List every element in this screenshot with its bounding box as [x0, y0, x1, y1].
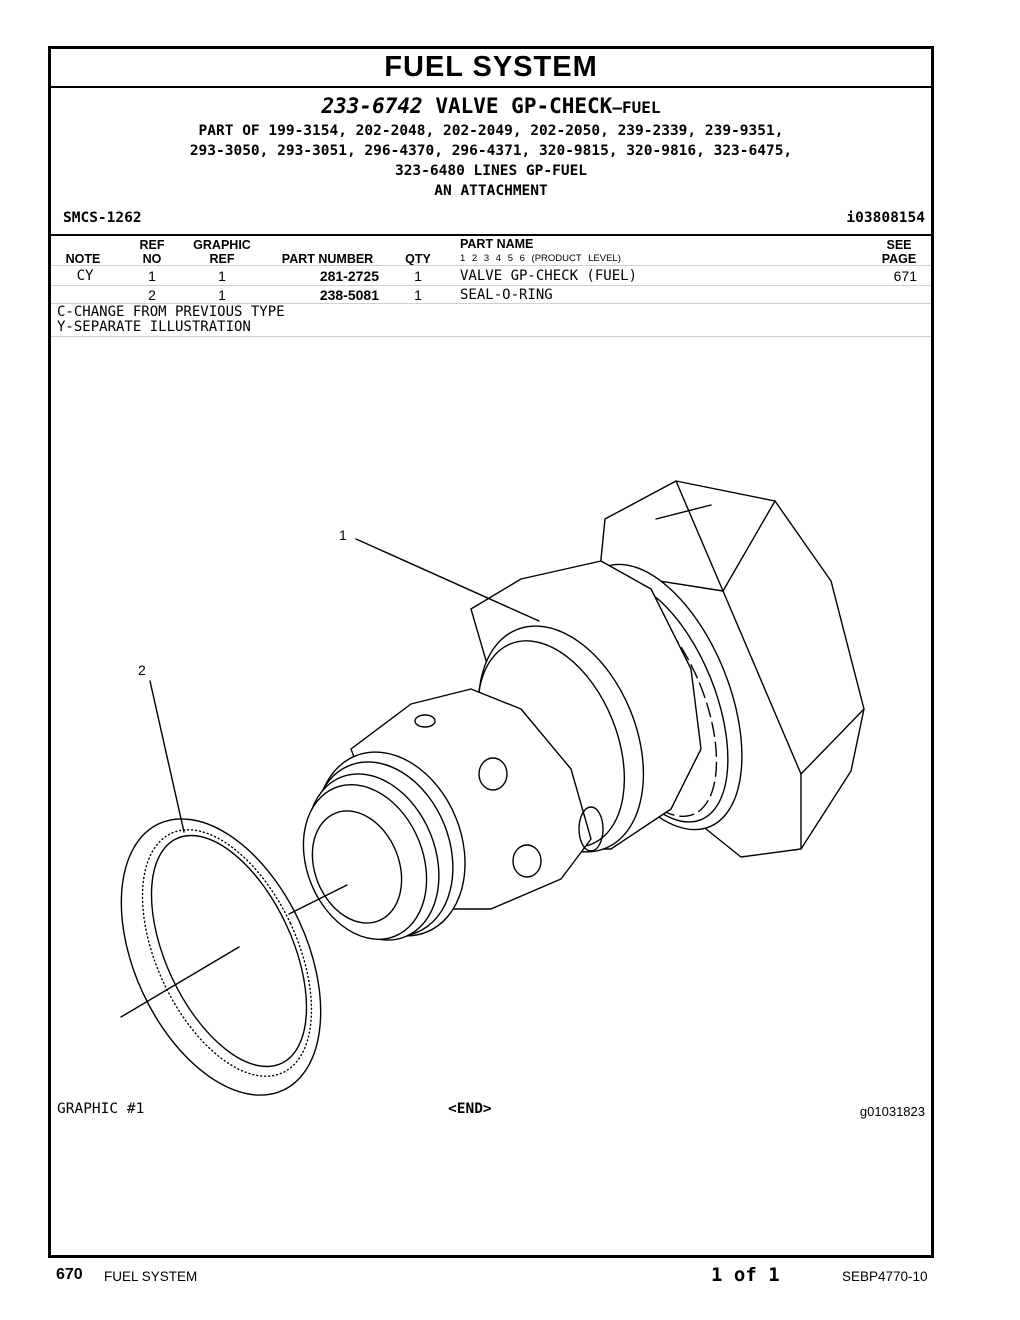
row-ref-no: 1 [148, 268, 156, 284]
header-ref-no: REF NO [139, 238, 165, 266]
row-part-number: 238-5081 [319, 287, 379, 303]
legend-note: Y-SEPARATE ILLUSTRATION [57, 319, 251, 335]
part-number-title: 233-6742 [321, 94, 423, 118]
part-name-suffix: —FUEL [612, 98, 661, 117]
header-part-name: PART NAME [460, 237, 534, 251]
row-part-name: SEAL-O-RING [460, 287, 553, 303]
exploded-view-illustration [51, 49, 931, 1109]
row-ref-no: 2 [148, 287, 156, 303]
callout-1: 1 [339, 527, 347, 543]
graphic-label: GRAPHIC #1 [57, 1101, 145, 1117]
page-frame [48, 46, 934, 1258]
row-part-name: VALVE GP-CHECK (FUEL) [460, 268, 638, 284]
graphic-id: g01031823 [859, 1104, 925, 1119]
page-of: 1 of 1 [711, 1264, 780, 1286]
part-of-line: AN ATTACHMENT [434, 183, 548, 199]
header-part-number: PART NUMBER [281, 252, 374, 266]
header-qty: QTY [405, 252, 431, 266]
row-note: CY [76, 268, 94, 284]
row-part-number: 281-2725 [319, 268, 379, 284]
header-see-page: SEE PAGE [881, 238, 917, 266]
row-graphic-ref: 1 [218, 268, 226, 284]
legend-note: C-CHANGE FROM PREVIOUS TYPE [57, 304, 285, 320]
leader-line-1 [356, 539, 539, 621]
section-title: FUEL SYSTEM [51, 49, 931, 88]
header-product-levels: 1 2 3 4 5 6 (PRODUCT LEVEL) [460, 253, 621, 264]
row-graphic-ref: 1 [218, 287, 226, 303]
end-label: <END> [448, 1101, 492, 1117]
header-note: NOTE [65, 252, 101, 266]
part-of-line: 293-3050, 293-3051, 296-4370, 296-4371, 320-9815, 320-9816, 323-6475, [189, 143, 793, 159]
part-of-line: 323-6480 LINES GP-FUEL [394, 163, 588, 179]
part-of-line: PART OF 199-3154, 202-2048, 202-2049, 202-2050, 239-2339, 239-9351, [198, 123, 784, 139]
header-graphic-ref: GRAPHIC REF [193, 238, 251, 266]
callout-2: 2 [138, 662, 146, 678]
page-number: 670 [56, 1266, 83, 1283]
footer-section: FUEL SYSTEM [104, 1269, 198, 1284]
smcs-code: SMCS-1262 [63, 210, 142, 226]
document-id: SEBP4770-10 [842, 1269, 928, 1284]
row-qty: 1 [414, 268, 422, 284]
part-name-title: VALVE GP-CHECK [435, 94, 613, 118]
row-see-page: 671 [893, 268, 917, 284]
row-qty: 1 [414, 287, 422, 303]
info-id: i03808154 [846, 210, 925, 226]
leader-line-2 [150, 681, 184, 832]
